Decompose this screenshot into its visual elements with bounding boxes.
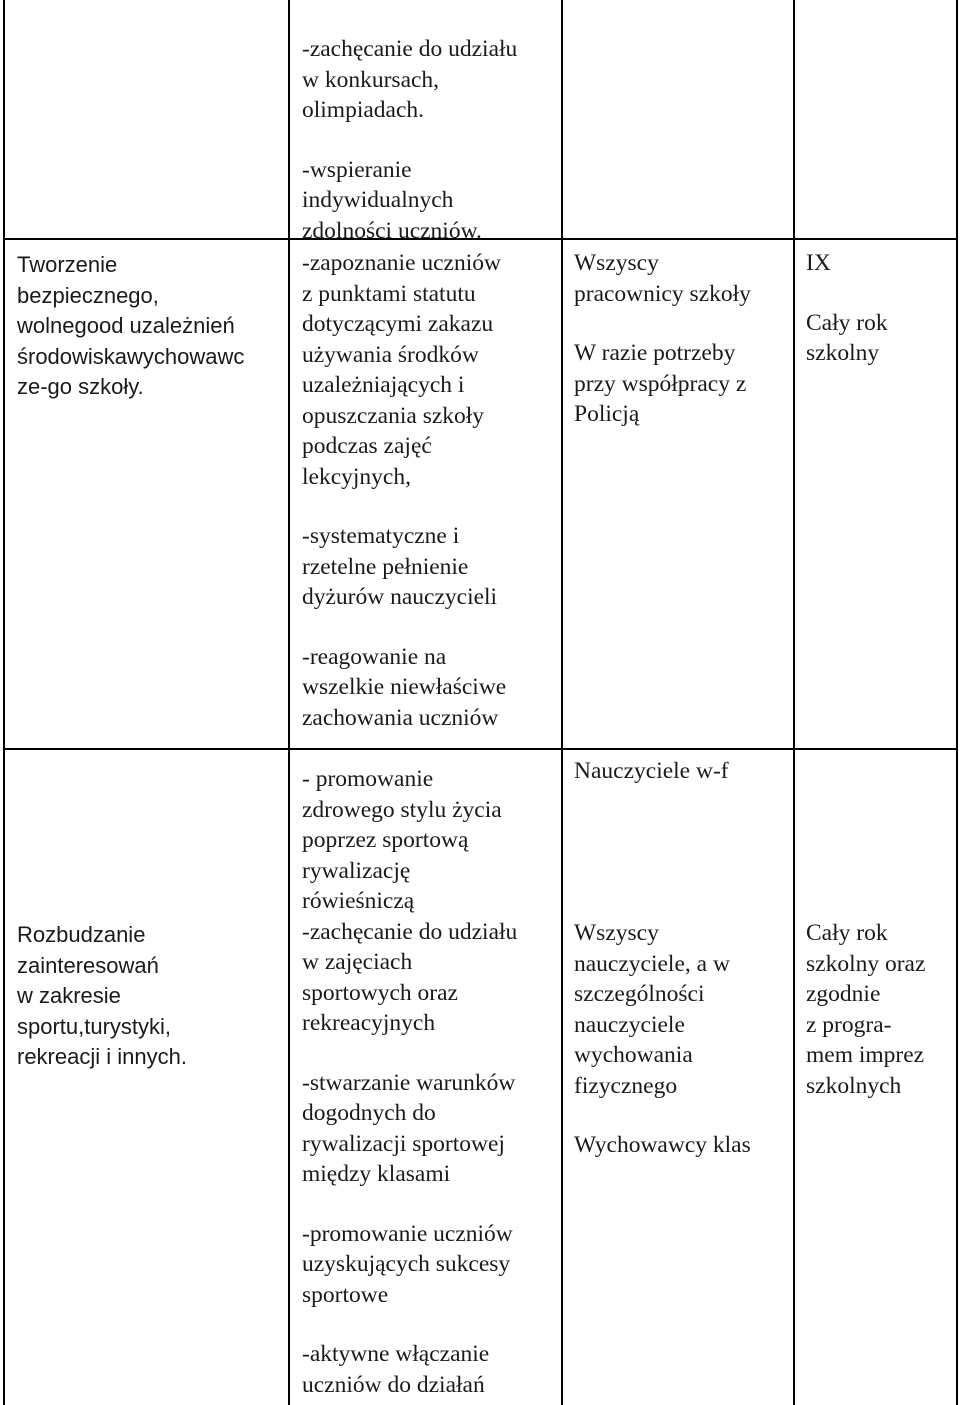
task-paragraph	[302, 248, 506, 492]
text-line: Tworzenie	[17, 252, 118, 277]
text-line: dyżurów nauczycieli	[302, 584, 498, 610]
task-paragraph	[302, 917, 517, 1039]
text-line: IX	[806, 250, 831, 276]
term-paragraph	[806, 918, 925, 1101]
text-line: poprzez sportową	[302, 827, 469, 853]
text-line: nauczyciele	[574, 1011, 685, 1038]
tasks-cell-sport	[302, 764, 517, 1400]
goal-text-block	[17, 250, 244, 403]
responsible-paragraph	[574, 248, 751, 309]
text-line: środowiskawychowawc	[17, 343, 245, 369]
text-line: Wszyscy	[574, 250, 659, 276]
table-border-left	[3, 0, 5, 1405]
text-line: rywalizacji sportowej	[302, 1130, 505, 1157]
responsible-cell-sport	[574, 756, 729, 787]
text-line: w konkursach,	[302, 66, 440, 93]
text-line: uczniów do działań	[302, 1371, 485, 1398]
term-paragraph	[806, 308, 888, 369]
task-paragraph	[302, 764, 517, 917]
text-line: rzetelne pełnienie	[302, 553, 469, 580]
text-line: zdrowego stylu życia	[302, 796, 502, 823]
text-line: z progra-	[806, 1011, 892, 1038]
text-line: dotyczącymi zakazu	[302, 311, 494, 337]
text-line: przy współpracy z	[574, 370, 747, 397]
text-line: podczas zajęć	[302, 433, 432, 459]
text-line: sportowych oraz	[302, 979, 458, 1006]
text-line: w zakresie	[17, 983, 121, 1008]
text-line: uzyskujących sukcesy	[302, 1251, 511, 1277]
term-cell-sport	[806, 918, 925, 1101]
task-paragraph	[302, 155, 517, 247]
text-line: z punktami statutu	[302, 280, 476, 307]
tasks-cell-safe-school	[302, 248, 506, 733]
text-line: zainteresowań	[17, 952, 159, 978]
text-line: szkolnych	[806, 1072, 902, 1099]
text-line: ze-go szkoły.	[17, 374, 144, 399]
text-line: wszelkie niewłaściwe	[302, 674, 507, 700]
text-line: sportowe	[302, 1281, 389, 1308]
text-line: fizycznego	[574, 1072, 678, 1099]
text-line: -zapoznanie uczniów	[302, 250, 501, 276]
text-line: dogodnych do	[302, 1100, 436, 1126]
text-line: olimpiadach.	[302, 97, 425, 123]
column-divider-2	[561, 0, 563, 1405]
text-line: - promowanie	[302, 766, 434, 792]
goal-cell-sport-interests	[17, 920, 187, 1073]
text-line: szczególności	[574, 981, 705, 1007]
text-line: -reagowanie na	[302, 643, 447, 670]
text-line: nauczyciele, a w	[574, 950, 730, 977]
text-line: -systematyczne i	[302, 523, 460, 549]
text-line: zdolności uczniów.	[302, 217, 482, 244]
row-divider-middle	[3, 748, 958, 750]
text-line: mem imprez	[806, 1042, 925, 1068]
text-line: szkolny oraz	[806, 950, 926, 977]
text-line: w zajęciach	[302, 949, 413, 975]
text-line: rywalizację	[302, 857, 411, 884]
task-paragraph	[302, 521, 506, 613]
text-line: lekcyjnych,	[302, 463, 411, 490]
tasks-cell-continued	[302, 34, 517, 246]
text-line: -zachęcanie do udziału	[302, 36, 518, 62]
text-line: sportu,turystyki,	[17, 1013, 172, 1039]
responsible-paragraph	[574, 338, 751, 430]
column-divider-3	[793, 0, 795, 1405]
task-paragraph	[302, 1219, 517, 1311]
text-line: -aktywne włączanie	[302, 1341, 490, 1367]
text-line: -zachęcanie do udziału	[302, 918, 518, 945]
text-line: indywidualnych	[302, 187, 454, 213]
task-paragraph	[302, 1068, 517, 1190]
text-line: Cały rok	[806, 920, 888, 946]
responsible-cell-safe-school	[574, 248, 751, 430]
responsible-cell-sport-teachers	[574, 918, 751, 1161]
text-line: bezpiecznego,	[17, 282, 159, 308]
task-paragraph	[302, 642, 506, 734]
text-line: rekreacyjnych	[302, 1010, 436, 1036]
text-line: W razie potrzeby	[574, 340, 736, 366]
text-line: -stwarzanie warunków	[302, 1069, 516, 1096]
table-border-right	[956, 0, 958, 1405]
text-line: wychowania	[574, 1042, 693, 1068]
text-line: zgodnie	[806, 981, 881, 1007]
text-line: uzależniających i	[302, 372, 465, 398]
text-line: -promowanie uczniów	[302, 1220, 513, 1247]
text-line: Rozbudzanie	[17, 922, 146, 947]
text-line: pracownicy szkoły	[574, 280, 751, 307]
text-line: Nauczyciele w-f	[574, 758, 729, 784]
goal-text-block	[17, 920, 187, 1073]
column-divider-1	[288, 0, 290, 1405]
text-line: szkolny	[806, 340, 880, 366]
text-line: Policją	[574, 401, 640, 427]
term-cell-safe-school	[806, 248, 888, 369]
text-line: rekreacji i innych.	[17, 1044, 187, 1069]
responsible-paragraph	[574, 918, 751, 1101]
goal-cell-safe-school	[17, 250, 244, 403]
task-paragraph	[302, 1339, 517, 1400]
text-line: wolnegood uzależnień	[17, 313, 235, 338]
text-line: Wychowawcy klas	[574, 1132, 751, 1158]
text-line: Wszyscy	[574, 920, 659, 946]
responsible-paragraph	[574, 1130, 751, 1161]
text-line: między klasami	[302, 1161, 451, 1187]
task-paragraph	[302, 34, 517, 126]
text-line: rówieśniczą	[302, 888, 415, 914]
text-line: -wspieranie	[302, 156, 412, 183]
term-paragraph	[806, 248, 888, 279]
text-line: opuszczania szkoły	[302, 402, 485, 429]
text-line: używania środków	[302, 341, 479, 368]
text-line: Cały rok	[806, 309, 888, 336]
responsible-paragraph	[574, 756, 729, 787]
text-line: zachowania uczniów	[302, 704, 499, 731]
